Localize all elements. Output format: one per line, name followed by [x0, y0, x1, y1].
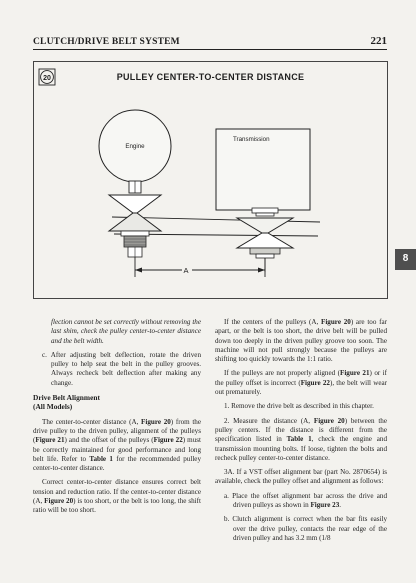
heading-line-2: (All Models) — [33, 402, 73, 412]
engine-label: Engine — [125, 143, 145, 150]
substep-a: a. Place the offset alignment bar across the drive and driven pulleys as shown in Figure 23. — [224, 491, 387, 510]
left-column — [33, 318, 201, 521]
drive-pulley — [109, 195, 161, 257]
section-title: CLUTCH/DRIVE BELT SYSTEM — [33, 37, 180, 47]
heading-line-1: Drive Belt Alignment — [33, 393, 100, 403]
figure-20 — [33, 61, 388, 299]
header-rule — [33, 49, 387, 50]
step-1: 1. Remove the drive belt as described in this chapter. — [224, 402, 374, 411]
section-heading — [33, 393, 201, 412]
pulley-diagram — [34, 62, 389, 300]
figure-number: 20 — [43, 75, 51, 82]
page-number: 221 — [370, 35, 387, 47]
chapter-tab-number: 8 — [402, 253, 409, 264]
running-header — [33, 34, 387, 50]
paragraph-4: If the pulleys are not properly aligned (Figure 21) or if the pulley offset is incorrect (Figure 22), the belt will wear out prematurely. — [215, 369, 388, 397]
dimension-a — [135, 266, 265, 275]
paragraph-3: If the centers of the pulleys (A, Figure 20) are too far apart, or the belt is too short, the drive belt will be pulled down too deeply in the driven pulley groove too soon. The machine will not pull strongly because the pulleys are shifting too quickly towards the 1:1 ratio. — [215, 318, 387, 364]
step-3a: 3A. If a VST offset alignment bar (part No. 2870654) is available, check the pulley offset and alignment as follows: — [215, 468, 387, 486]
paragraph-2: Correct center-to-center distance ensures correct belt tension and reduction ratio. If the center-to-center distance (A, Figure 20) is too short, or the belt is too long, the shift ratio will be too short. — [33, 478, 201, 515]
paragraph-1: The center-to-center distance (A, Figure 20) from the drive pulley to the driven pulley, alignment of the pulleys (Figure 21) and the offset of the pulleys (Figure 22) must be correctly maintained for good performance and long belt life. Refer to Table 1 for the recommended pulley center-to-center distance. — [33, 417, 201, 473]
chapter-tab — [395, 249, 416, 270]
step-c: c. After adjusting belt deflection, rotate the driven pulley to help seat the belt in the pulley grooves. Always recheck belt deflection after making any change. — [42, 350, 201, 387]
substep-b: b. Clutch alignment is correct when the bar fits easily over the drive pulley, contacts the rear edge of the driven pulley and has 3.2 mm (1/8 — [224, 515, 387, 542]
continued-italic-text: flection cannot be set correctly without removing the last shim, check the pulley center-to-center distance and the belt width. — [51, 318, 201, 345]
transmission-label: Transmission — [233, 136, 270, 143]
step-2: 2. Measure the distance (A, Figure 20) between the pulley centers. If the distance is different from the specification listed in Table 1, check the engine and transmission mounting bolts. If loose, tighten the bolts and recheck pulley center-to-center distance. — [215, 416, 387, 462]
dimension-label: A — [183, 266, 189, 275]
figure-title: PULLEY CENTER-TO-CENTER DISTANCE — [116, 72, 305, 82]
right-column — [215, 318, 387, 548]
